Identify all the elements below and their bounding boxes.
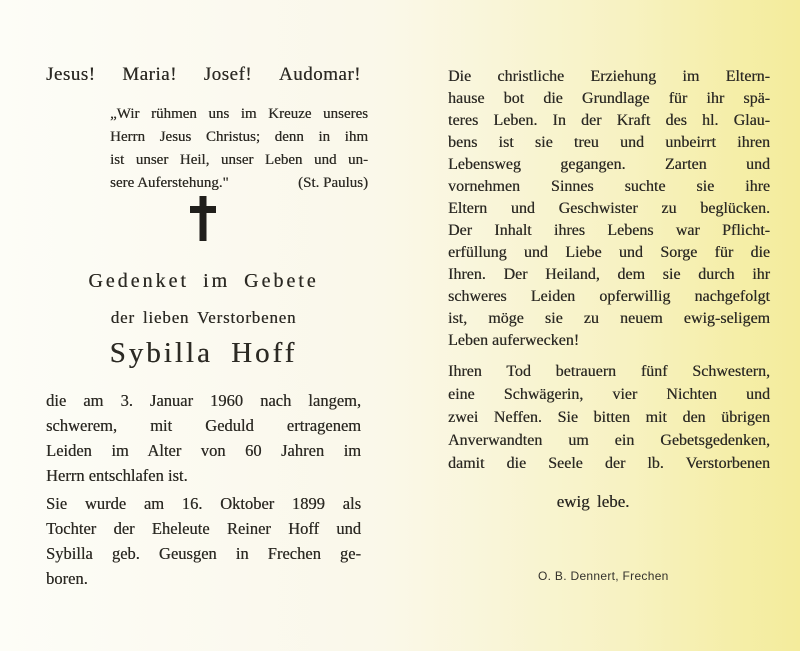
quote-attribution: (St. Paulus) [297,175,368,191]
closing-line: ewig lebe. [556,492,630,511]
paragraph-line: Der Inhalt ihres Lebens war Pflicht- [448,222,770,239]
cross-horizontal-bar [190,206,216,213]
quote-line: sere Auferstehung." [110,175,229,191]
paragraph-line: Lebensweg gegangen. Zarten und [448,156,770,173]
paragraph-line: bens ist sie treu und unbeirrt ihren [448,134,770,151]
memorial-heading: Gedenket im Gebete [88,270,319,292]
invocation-word: Maria! [122,64,177,85]
paragraph-line: Ihren Tod betrauern fünf Schwestern, [448,363,770,380]
quote-line: ist unser Heil, unser Leben und un- [110,152,368,168]
quote-line: Herrn Jesus Christus; denn in ihm [110,129,368,145]
paragraph-line: Eltern und Geschwister zu beglücken. [448,200,770,217]
paragraph-line: die am 3. Januar 1960 nach langem, [46,391,361,410]
paragraph-line: Ihren. Der Heiland, dem sie durch ihr [448,266,770,283]
birth-paragraph [46,491,361,591]
life-paragraph [448,66,770,352]
paragraph-line: Sie wurde am 16. Oktober 1899 als [46,494,361,513]
paragraph-line: boren. [46,569,88,588]
paragraph-line: Leben auferwecken! [448,332,580,349]
paragraph-line: schwerem, mit Geduld ertragenem [46,416,361,435]
death-paragraph [46,388,361,488]
paragraph-line: Sybilla geb. Geusgen in Frechen ge- [46,544,361,563]
right-page [400,0,800,651]
invocation-word: Josef! [203,64,253,85]
printer-credit: O. B. Dennert, Frechen [538,569,669,583]
invocation-word: Audomar! [278,64,361,85]
paragraph-line: eine Schwägerin, vier Nichten und [448,386,770,403]
paragraph-line: Leiden im Alter von 60 Jahren im [46,441,361,460]
paragraph-line: teres Leben. In der Kraft des hl. Glau- [448,112,770,129]
scripture-quote [110,103,368,195]
paragraph-line: zwei Neffen. Sie bitten mit den übrigen [448,409,770,426]
mourning-paragraph [448,360,770,475]
paragraph-line: hause bot die Grundlage für ihr spä- [448,90,770,107]
invocation-line [46,64,361,86]
paragraph-line: Tochter der Eheleute Reiner Hoff und [46,519,361,538]
memorial-subheading: der lieben Verstorbenen [110,308,297,327]
paragraph-line: Anverwandten um ein Gebetsgedenken, [448,432,770,449]
paragraph-line: damit die Seele der lb. Verstorbenen [448,455,770,472]
paragraph-line: schweres Leiden opferwillig nachgefolgt [448,288,770,305]
deceased-name: Sybilla Hoff [109,337,298,369]
paragraph-line: Herrn entschlafen ist. [46,466,188,485]
quote-line: „Wir rühmen uns im Kreuze unseres [110,106,368,122]
paragraph-line: Die christliche Erziehung im Eltern- [448,68,770,85]
cross-icon [190,196,216,241]
paragraph-line: ist, möge sie zu neuem ewig-seligem [448,310,770,327]
invocation-word: Jesus! [46,64,96,85]
quote-last-line [110,172,368,195]
paragraph-line: erfüllung und Liebe und Sorge für die [448,244,770,261]
cross-vertical-bar [200,196,207,241]
paragraph-line: vornehmen Sinnes suchte sie ihre [448,178,770,195]
